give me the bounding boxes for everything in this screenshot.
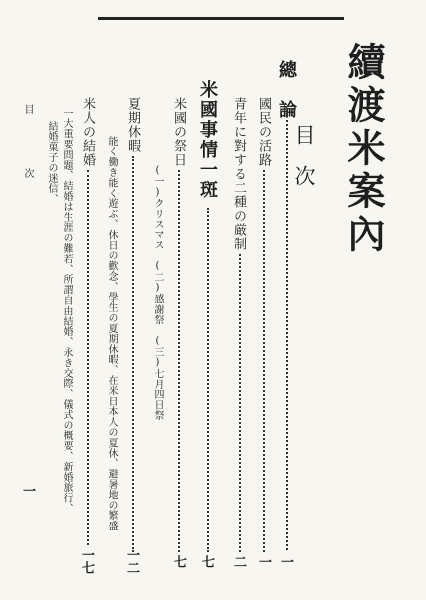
leader-dots	[178, 170, 180, 552]
entry-title: 米人の結婚	[80, 97, 95, 167]
entry-title: 總 論	[276, 60, 297, 120]
leader-dots	[286, 115, 288, 550]
leader-dots	[132, 156, 134, 552]
page-number: 一二	[124, 548, 139, 574]
leader-dots	[207, 208, 209, 552]
entry-description: 一大重要問題、結婚は生涯の難若、所謂自由結婚、永き交際、儀式の概要、新婚旅行、	[61, 108, 72, 514]
leader-dots	[263, 170, 265, 552]
margin-page-number: 一	[20, 484, 35, 497]
leader-dots	[239, 254, 241, 552]
book-title: 續渡米案內	[341, 42, 386, 257]
entry-description: (一)クリスマス (二)感謝祭 (三)七月四日祭	[152, 165, 163, 421]
page-number: 一	[278, 555, 293, 568]
entry-title: 夏期休暇	[125, 97, 140, 153]
page-number: 一	[256, 555, 271, 568]
leader-dots	[87, 170, 89, 545]
entry-description: 能く働き能く遊ぶ、休日の歡念、學生の夏期休暇、在米日本人の夏休、避暑地の繁盛	[106, 136, 117, 532]
entry-title: 國民の活路	[256, 97, 271, 167]
page-number: 二	[231, 555, 246, 568]
entry-title: 青年に對する二種の厳制	[231, 97, 246, 251]
page-number: 七	[199, 555, 214, 568]
page-number: 七	[171, 555, 186, 568]
margin-label: 目 次	[22, 104, 33, 200]
top-rule	[98, 17, 344, 20]
entry-description-continued: 結婚菓子の迷信、	[46, 121, 57, 205]
page-number: 一七	[79, 548, 94, 574]
toc-heading: 目次	[292, 124, 316, 206]
entry-title: 米國事情一斑	[197, 80, 218, 200]
entry-title: 米國の祭日	[171, 97, 186, 167]
